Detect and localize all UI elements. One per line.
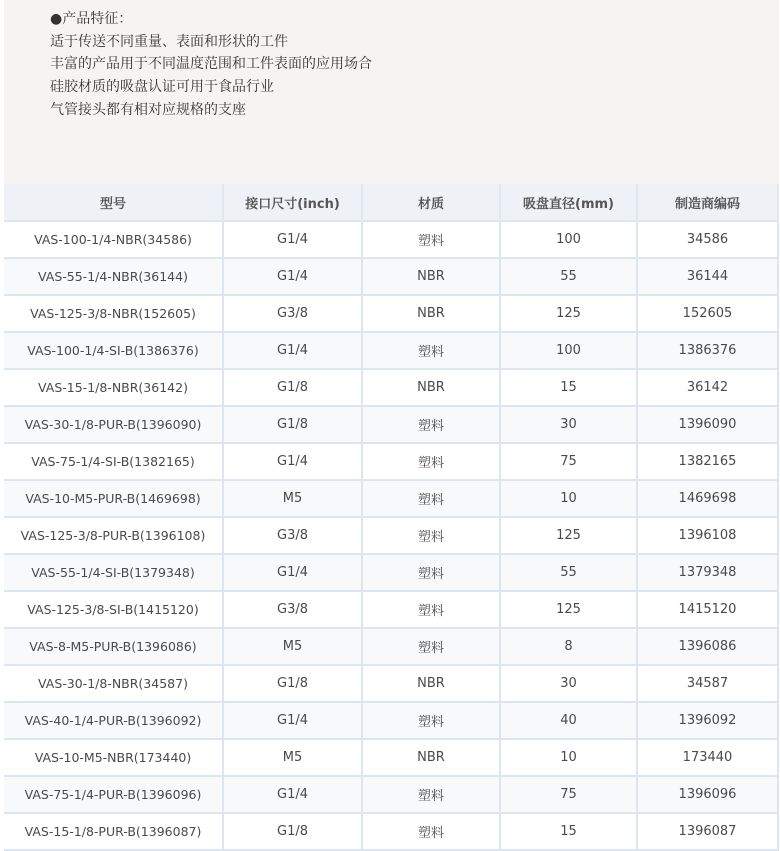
table-row: [4, 592, 779, 629]
cell-material: 塑料: [363, 222, 501, 259]
cell-port-size: G1/4: [224, 555, 363, 592]
cell-port-size: G1/4: [224, 703, 363, 740]
cell-cup-diameter: 30: [501, 666, 638, 703]
cell-cup-diameter: 8: [501, 629, 638, 666]
cell-material: 塑料: [363, 703, 501, 740]
cell-model: VAS-125-3/8-NBR(152605): [4, 296, 224, 333]
cell-model: VAS-75-1/4-PUR-B(1396096): [4, 777, 224, 814]
cell-material: 塑料: [363, 629, 501, 666]
cell-port-size: G1/4: [224, 222, 363, 259]
table-row: [4, 481, 779, 518]
cell-part-number: 1396090: [638, 407, 779, 444]
cell-port-size: M5: [224, 629, 363, 666]
cell-material: 塑料: [363, 407, 501, 444]
cell-cup-diameter: 125: [501, 518, 638, 555]
cell-part-number: 1386376: [638, 333, 779, 370]
cell-material: NBR: [363, 259, 501, 296]
cell-cup-diameter: 125: [501, 296, 638, 333]
col-header-cup-diameter: 吸盘直径(mm): [501, 184, 638, 222]
cell-cup-diameter: 125: [501, 592, 638, 629]
table-row: [4, 666, 779, 703]
cell-port-size: G1/4: [224, 444, 363, 481]
cell-part-number: 1396092: [638, 703, 779, 740]
cell-model: VAS-100-1/4-NBR(34586): [4, 222, 224, 259]
cell-cup-diameter: 15: [501, 370, 638, 407]
cell-cup-diameter: 55: [501, 259, 638, 296]
cell-part-number: 152605: [638, 296, 779, 333]
cell-material: 塑料: [363, 333, 501, 370]
cell-cup-diameter: 55: [501, 555, 638, 592]
spec-table: [4, 184, 779, 851]
cell-port-size: M5: [224, 740, 363, 777]
cell-part-number: 1415120: [638, 592, 779, 629]
cell-cup-diameter: 75: [501, 777, 638, 814]
col-header-material: 材质: [363, 184, 501, 222]
table-row: [4, 777, 779, 814]
table-row: [4, 814, 779, 851]
cell-material: 塑料: [363, 444, 501, 481]
cell-material: 塑料: [363, 481, 501, 518]
table-row: [4, 333, 779, 370]
cell-port-size: G1/8: [224, 666, 363, 703]
cell-part-number: 1396087: [638, 814, 779, 851]
table-body: [4, 222, 779, 851]
cell-model: VAS-125-3/8-SI-B(1415120): [4, 592, 224, 629]
table-row: [4, 222, 779, 259]
cell-material: NBR: [363, 296, 501, 333]
cell-port-size: G3/8: [224, 592, 363, 629]
table-row: [4, 296, 779, 333]
cell-part-number: 1396096: [638, 777, 779, 814]
cell-model: VAS-55-1/4-SI-B(1379348): [4, 555, 224, 592]
cell-part-number: 1379348: [638, 555, 779, 592]
cell-cup-diameter: 30: [501, 407, 638, 444]
cell-port-size: M5: [224, 481, 363, 518]
table-row: [4, 407, 779, 444]
feature-line: 丰富的产品用于不同温度范围和工件表面的应用场合: [50, 56, 372, 72]
cell-port-size: G1/8: [224, 407, 363, 444]
cell-model: VAS-125-3/8-PUR-B(1396108): [4, 518, 224, 555]
cell-model: VAS-30-1/8-PUR-B(1396090): [4, 407, 224, 444]
cell-model: VAS-10-M5-PUR-B(1469698): [4, 481, 224, 518]
cell-port-size: G1/8: [224, 370, 363, 407]
cell-part-number: 36144: [638, 259, 779, 296]
cell-model: VAS-15-1/8-NBR(36142): [4, 370, 224, 407]
feature-line: 硅胶材质的吸盘认证可用于食品行业: [50, 79, 274, 95]
col-header-model: 型号: [4, 184, 224, 222]
col-header-port-size: 接口尺寸(inch): [224, 184, 363, 222]
cell-part-number: 34587: [638, 666, 779, 703]
cell-cup-diameter: 100: [501, 333, 638, 370]
cell-model: VAS-55-1/4-NBR(36144): [4, 259, 224, 296]
cell-cup-diameter: 40: [501, 703, 638, 740]
product-features-panel: [4, 0, 779, 184]
cell-part-number: 1469698: [638, 481, 779, 518]
cell-port-size: G1/8: [224, 814, 363, 851]
cell-material: 塑料: [363, 555, 501, 592]
cell-material: 塑料: [363, 814, 501, 851]
cell-model: VAS-100-1/4-SI-B(1386376): [4, 333, 224, 370]
cell-part-number: 1396108: [638, 518, 779, 555]
cell-part-number: 1382165: [638, 444, 779, 481]
cell-part-number: 36142: [638, 370, 779, 407]
cell-material: NBR: [363, 666, 501, 703]
table-row: [4, 740, 779, 777]
feature-line: 适于传送不同重量、表面和形状的工件: [50, 34, 288, 50]
cell-model: VAS-75-1/4-SI-B(1382165): [4, 444, 224, 481]
table-row: [4, 518, 779, 555]
cell-model: VAS-40-1/4-PUR-B(1396092): [4, 703, 224, 740]
cell-material: 塑料: [363, 592, 501, 629]
col-header-part-number: 制造商编码: [638, 184, 779, 222]
cell-material: NBR: [363, 740, 501, 777]
table-row: [4, 629, 779, 666]
table-header-row: [4, 184, 779, 222]
table-row: [4, 555, 779, 592]
cell-port-size: G3/8: [224, 296, 363, 333]
cell-cup-diameter: 75: [501, 444, 638, 481]
feature-line: 气管接头都有相对应规格的支座: [50, 102, 246, 118]
table-row: [4, 444, 779, 481]
cell-cup-diameter: 10: [501, 481, 638, 518]
cell-model: VAS-10-M5-NBR(173440): [4, 740, 224, 777]
cell-cup-diameter: 15: [501, 814, 638, 851]
cell-cup-diameter: 10: [501, 740, 638, 777]
cell-material: NBR: [363, 370, 501, 407]
features-heading: ●产品特征：: [50, 11, 133, 27]
table-row: [4, 370, 779, 407]
cell-port-size: G1/4: [224, 333, 363, 370]
cell-model: VAS-15-1/8-PUR-B(1396087): [4, 814, 224, 851]
cell-part-number: 34586: [638, 222, 779, 259]
table-row: [4, 259, 779, 296]
cell-material: 塑料: [363, 777, 501, 814]
cell-part-number: 1396086: [638, 629, 779, 666]
table-row: [4, 703, 779, 740]
cell-part-number: 173440: [638, 740, 779, 777]
cell-model: VAS-30-1/8-NBR(34587): [4, 666, 224, 703]
cell-cup-diameter: 100: [501, 222, 638, 259]
cell-port-size: G1/4: [224, 259, 363, 296]
cell-port-size: G3/8: [224, 518, 363, 555]
cell-port-size: G1/4: [224, 777, 363, 814]
cell-material: 塑料: [363, 518, 501, 555]
cell-model: VAS-8-M5-PUR-B(1396086): [4, 629, 224, 666]
